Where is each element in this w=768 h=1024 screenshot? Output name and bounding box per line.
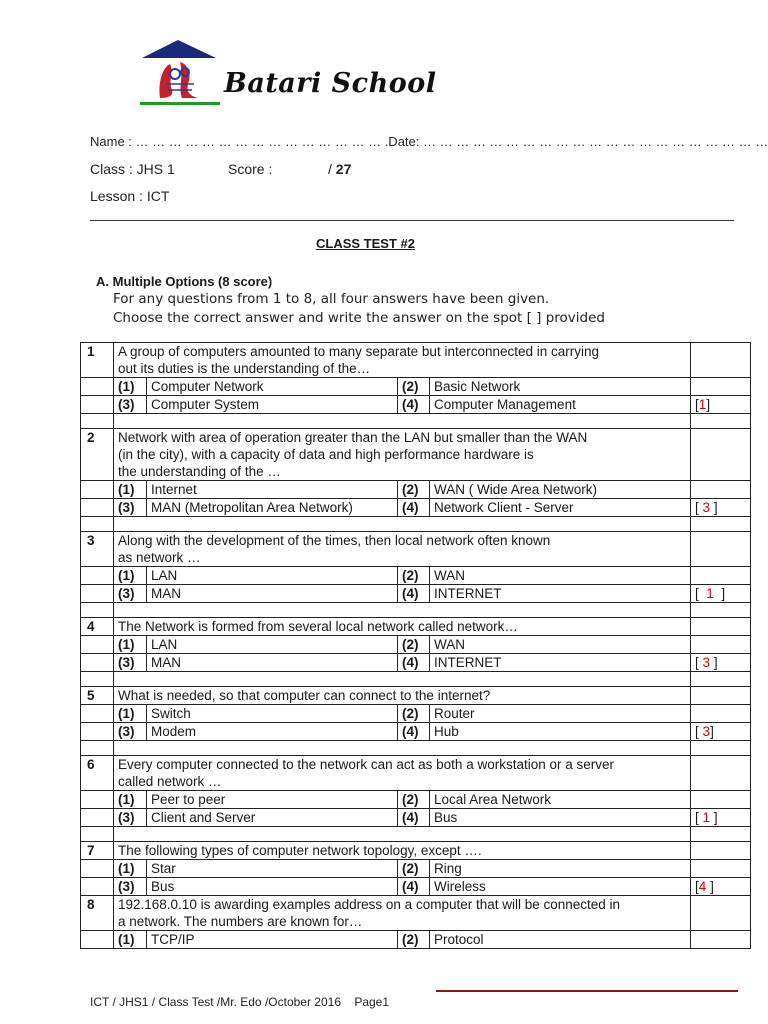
option-text: Computer Management xyxy=(430,396,691,414)
answer-value: 3 xyxy=(702,655,711,670)
answer-spacer xyxy=(691,687,751,705)
option-indent xyxy=(81,791,114,809)
option-label: (2) xyxy=(398,567,430,585)
answer-box xyxy=(691,396,751,414)
answer-box xyxy=(691,499,751,517)
answer-bracket: [ xyxy=(695,810,703,825)
answer-spacer xyxy=(691,931,751,949)
option-indent xyxy=(81,636,114,654)
question-text xyxy=(114,896,691,931)
option-text: Computer Network xyxy=(147,378,398,396)
question-number: 2 xyxy=(81,429,114,481)
option-text: WAN xyxy=(430,567,691,585)
option-text: Computer System xyxy=(147,396,398,414)
answer-spacer xyxy=(691,618,751,636)
answer-box xyxy=(691,723,751,741)
question-row xyxy=(81,343,751,378)
answer-box xyxy=(691,654,751,672)
option-indent xyxy=(81,654,114,672)
answer-value: 1 xyxy=(698,397,707,412)
section-a-instruction-2: Choose the correct answer and write the answer on the spot [ ] provided xyxy=(113,310,605,326)
option-text: Protocol xyxy=(430,931,691,949)
blank-cell xyxy=(114,517,691,532)
question-text xyxy=(114,687,691,705)
answer-box xyxy=(691,809,751,827)
blank-cell xyxy=(81,672,114,687)
question-number: 6 xyxy=(81,756,114,791)
option-label: (1) xyxy=(114,636,147,654)
answer-spacer xyxy=(691,705,751,723)
blank-cell xyxy=(691,517,751,532)
option-text: Network Client - Server xyxy=(430,499,691,517)
answer-spacer xyxy=(691,532,751,567)
answer-spacer xyxy=(691,860,751,878)
question-text-line: What is needed, so that computer can connect to the internet? xyxy=(118,688,491,703)
option-row xyxy=(81,723,751,741)
header-divider xyxy=(90,220,734,221)
answer-bracket: [ xyxy=(695,724,703,739)
separator-row xyxy=(81,827,751,842)
question-text xyxy=(114,429,691,481)
score-label: Score : xyxy=(228,161,273,177)
option-row xyxy=(81,860,751,878)
blank-cell xyxy=(81,414,114,429)
option-label: (3) xyxy=(114,654,147,672)
option-row xyxy=(81,931,751,949)
question-row xyxy=(81,687,751,705)
option-label: (2) xyxy=(398,378,430,396)
option-label: (3) xyxy=(114,878,147,896)
page-title: CLASS TEST #2 xyxy=(316,236,415,251)
option-row xyxy=(81,791,751,809)
answer-spacer xyxy=(691,429,751,481)
option-label: (4) xyxy=(398,396,430,414)
question-text-line: Along with the development of the times, then local network often known xyxy=(118,533,551,548)
option-row xyxy=(81,567,751,585)
name-date-line: Name : … … … … … … … … … … … … … … … .Date: … … … … … … … … … … … … … … … … … … … … … xyxy=(90,134,768,149)
blank-cell xyxy=(114,414,691,429)
option-label: (3) xyxy=(114,499,147,517)
question-text xyxy=(114,343,691,378)
option-row xyxy=(81,396,751,414)
option-label: (1) xyxy=(114,481,147,499)
option-indent xyxy=(81,585,114,603)
question-row xyxy=(81,896,751,931)
answer-bracket: ] xyxy=(706,879,714,894)
option-indent xyxy=(81,705,114,723)
question-text-line: The following types of computer network topology, except …. xyxy=(118,843,482,858)
option-row xyxy=(81,499,751,517)
option-text: MAN xyxy=(147,654,398,672)
blank-cell xyxy=(691,414,751,429)
separator-row xyxy=(81,517,751,532)
score-total-value: 27 xyxy=(335,161,352,177)
question-number: 5 xyxy=(81,687,114,705)
answer-spacer xyxy=(691,756,751,791)
answer-bracket: [ xyxy=(695,500,703,515)
option-indent xyxy=(81,499,114,517)
option-label: (1) xyxy=(114,567,147,585)
answer-spacer xyxy=(691,378,751,396)
question-text-line: as network … xyxy=(118,550,201,565)
separator-row xyxy=(81,741,751,756)
question-text-line: (in the city), with a capacity of data and high performance hardware is xyxy=(118,447,534,462)
question-text-line: out its duties is the understanding of the… xyxy=(118,361,371,376)
question-text-line: called network … xyxy=(118,774,222,789)
option-row xyxy=(81,636,751,654)
answer-spacer xyxy=(691,896,751,931)
option-row xyxy=(81,878,751,896)
answer-value: 3 xyxy=(702,724,711,739)
school-logo xyxy=(138,38,222,108)
option-label: (3) xyxy=(114,585,147,603)
question-text-line: Network with area of operation greater than the LAN but smaller than the WAN xyxy=(118,430,588,445)
option-text: Router xyxy=(430,705,691,723)
option-text: Basic Network xyxy=(430,378,691,396)
blank-cell xyxy=(691,827,751,842)
question-row xyxy=(81,618,751,636)
option-label: (1) xyxy=(114,378,147,396)
question-number: 3 xyxy=(81,532,114,567)
option-text: WAN ( Wide Area Network) xyxy=(430,481,691,499)
section-a-instruction-1: For any questions from 1 to 8, all four answers have been given. xyxy=(113,291,550,307)
option-text: Bus xyxy=(430,809,691,827)
option-text: WAN xyxy=(430,636,691,654)
option-label: (1) xyxy=(114,860,147,878)
option-text: Hub xyxy=(430,723,691,741)
answer-spacer xyxy=(691,343,751,378)
answer-bracket: ] xyxy=(713,586,726,601)
score-total xyxy=(328,161,351,177)
question-row xyxy=(81,842,751,860)
option-text: Peer to peer xyxy=(147,791,398,809)
option-indent xyxy=(81,809,114,827)
question-text xyxy=(114,756,691,791)
option-text: Modem xyxy=(147,723,398,741)
question-text-line: 192.168.0.10 is awarding examples address on a computer that will be connected in xyxy=(118,897,621,912)
option-row xyxy=(81,809,751,827)
blank-cell xyxy=(81,741,114,756)
option-row xyxy=(81,585,751,603)
score-total-prefix: / xyxy=(328,161,336,177)
option-text: Local Area Network xyxy=(430,791,691,809)
option-indent xyxy=(81,567,114,585)
option-indent xyxy=(81,481,114,499)
answer-bracket: ] xyxy=(710,655,718,670)
blank-cell xyxy=(114,741,691,756)
option-indent xyxy=(81,878,114,896)
option-label: (3) xyxy=(114,396,147,414)
blank-cell xyxy=(81,517,114,532)
answer-bracket: ] xyxy=(710,724,714,739)
option-indent xyxy=(81,378,114,396)
option-label: (2) xyxy=(398,481,430,499)
question-row xyxy=(81,532,751,567)
answer-value: 3 xyxy=(702,500,711,515)
option-label: (2) xyxy=(398,791,430,809)
answer-spacer xyxy=(691,791,751,809)
question-row xyxy=(81,429,751,481)
option-label: (4) xyxy=(398,809,430,827)
answer-bracket: [ xyxy=(695,655,703,670)
answer-bracket: [ xyxy=(695,879,699,894)
option-text: Switch xyxy=(147,705,398,723)
answer-value: 1 xyxy=(702,810,711,825)
option-label: (4) xyxy=(398,878,430,896)
option-text: Client and Server xyxy=(147,809,398,827)
answer-value: 1 xyxy=(706,586,714,601)
option-row xyxy=(81,378,751,396)
option-indent xyxy=(81,723,114,741)
option-text: Ring xyxy=(430,860,691,878)
option-text: INTERNET xyxy=(430,585,691,603)
option-row xyxy=(81,481,751,499)
option-indent xyxy=(81,860,114,878)
option-label: (3) xyxy=(114,809,147,827)
question-text xyxy=(114,532,691,567)
option-label: (4) xyxy=(398,654,430,672)
option-label: (2) xyxy=(398,705,430,723)
answer-bracket: ] xyxy=(706,397,711,412)
answer-bracket: [ xyxy=(695,586,707,601)
option-text: Wireless xyxy=(430,878,691,896)
answer-box xyxy=(691,585,751,603)
question-row xyxy=(81,756,751,791)
question-text-line: A group of computers amounted to many separate but interconnected in carrying xyxy=(118,344,600,359)
option-label: (2) xyxy=(398,636,430,654)
option-text: Star xyxy=(147,860,398,878)
school-emblem-icon xyxy=(138,38,222,108)
option-indent xyxy=(81,931,114,949)
option-label: (1) xyxy=(114,931,147,949)
option-row xyxy=(81,654,751,672)
option-label: (4) xyxy=(398,499,430,517)
option-label: (4) xyxy=(398,585,430,603)
option-text: LAN xyxy=(147,567,398,585)
option-label: (1) xyxy=(114,705,147,723)
option-text: Internet xyxy=(147,481,398,499)
separator-row xyxy=(81,603,751,618)
question-text-line: The Network is formed from several local network called network… xyxy=(118,619,518,634)
question-text xyxy=(114,842,691,860)
blank-cell xyxy=(81,603,114,618)
answer-box xyxy=(691,878,751,896)
blank-cell xyxy=(691,672,751,687)
option-text: MAN xyxy=(147,585,398,603)
blank-cell xyxy=(114,672,691,687)
option-label: (2) xyxy=(398,931,430,949)
question-text xyxy=(114,618,691,636)
section-a-heading: A. Multiple Options (8 score) xyxy=(96,274,273,289)
option-text: INTERNET xyxy=(430,654,691,672)
option-text: TCP/IP xyxy=(147,931,398,949)
blank-cell xyxy=(691,603,751,618)
answer-spacer xyxy=(691,636,751,654)
questions-table xyxy=(80,342,751,949)
option-text: Bus xyxy=(147,878,398,896)
question-number: 8 xyxy=(81,896,114,931)
question-text-line: the understanding of the … xyxy=(118,464,281,479)
blank-cell xyxy=(114,603,691,618)
option-label: (4) xyxy=(398,723,430,741)
question-number: 4 xyxy=(81,618,114,636)
option-text: LAN xyxy=(147,636,398,654)
class-label: Class : JHS 1 xyxy=(90,161,175,177)
answer-spacer xyxy=(691,481,751,499)
separator-row xyxy=(81,672,751,687)
question-number: 7 xyxy=(81,842,114,860)
option-text: MAN (Metropolitan Area Network) xyxy=(147,499,398,517)
school-name: Batari School xyxy=(224,68,437,99)
blank-cell xyxy=(81,827,114,842)
option-indent xyxy=(81,396,114,414)
answer-bracket: ] xyxy=(710,810,718,825)
page-footer: ICT / JHS1 / Class Test /Mr. Edo /October 2016 Page1 xyxy=(90,995,390,1009)
question-number: 1 xyxy=(81,343,114,378)
answer-spacer xyxy=(691,842,751,860)
option-label: (2) xyxy=(398,860,430,878)
blank-cell xyxy=(691,741,751,756)
footer-rule xyxy=(436,990,738,992)
answer-bracket: [ xyxy=(695,397,699,412)
answer-value: 4 xyxy=(698,879,707,894)
option-row xyxy=(81,705,751,723)
option-label: (3) xyxy=(114,723,147,741)
blank-cell xyxy=(114,827,691,842)
answer-spacer xyxy=(691,567,751,585)
question-text-line: Every computer connected to the network can act as both a workstation or a server xyxy=(118,757,614,772)
option-label: (1) xyxy=(114,791,147,809)
lesson-label: Lesson : ICT xyxy=(90,188,170,204)
question-text-line: a network. The numbers are known for… xyxy=(118,914,363,929)
answer-bracket: ] xyxy=(710,500,718,515)
separator-row xyxy=(81,414,751,429)
